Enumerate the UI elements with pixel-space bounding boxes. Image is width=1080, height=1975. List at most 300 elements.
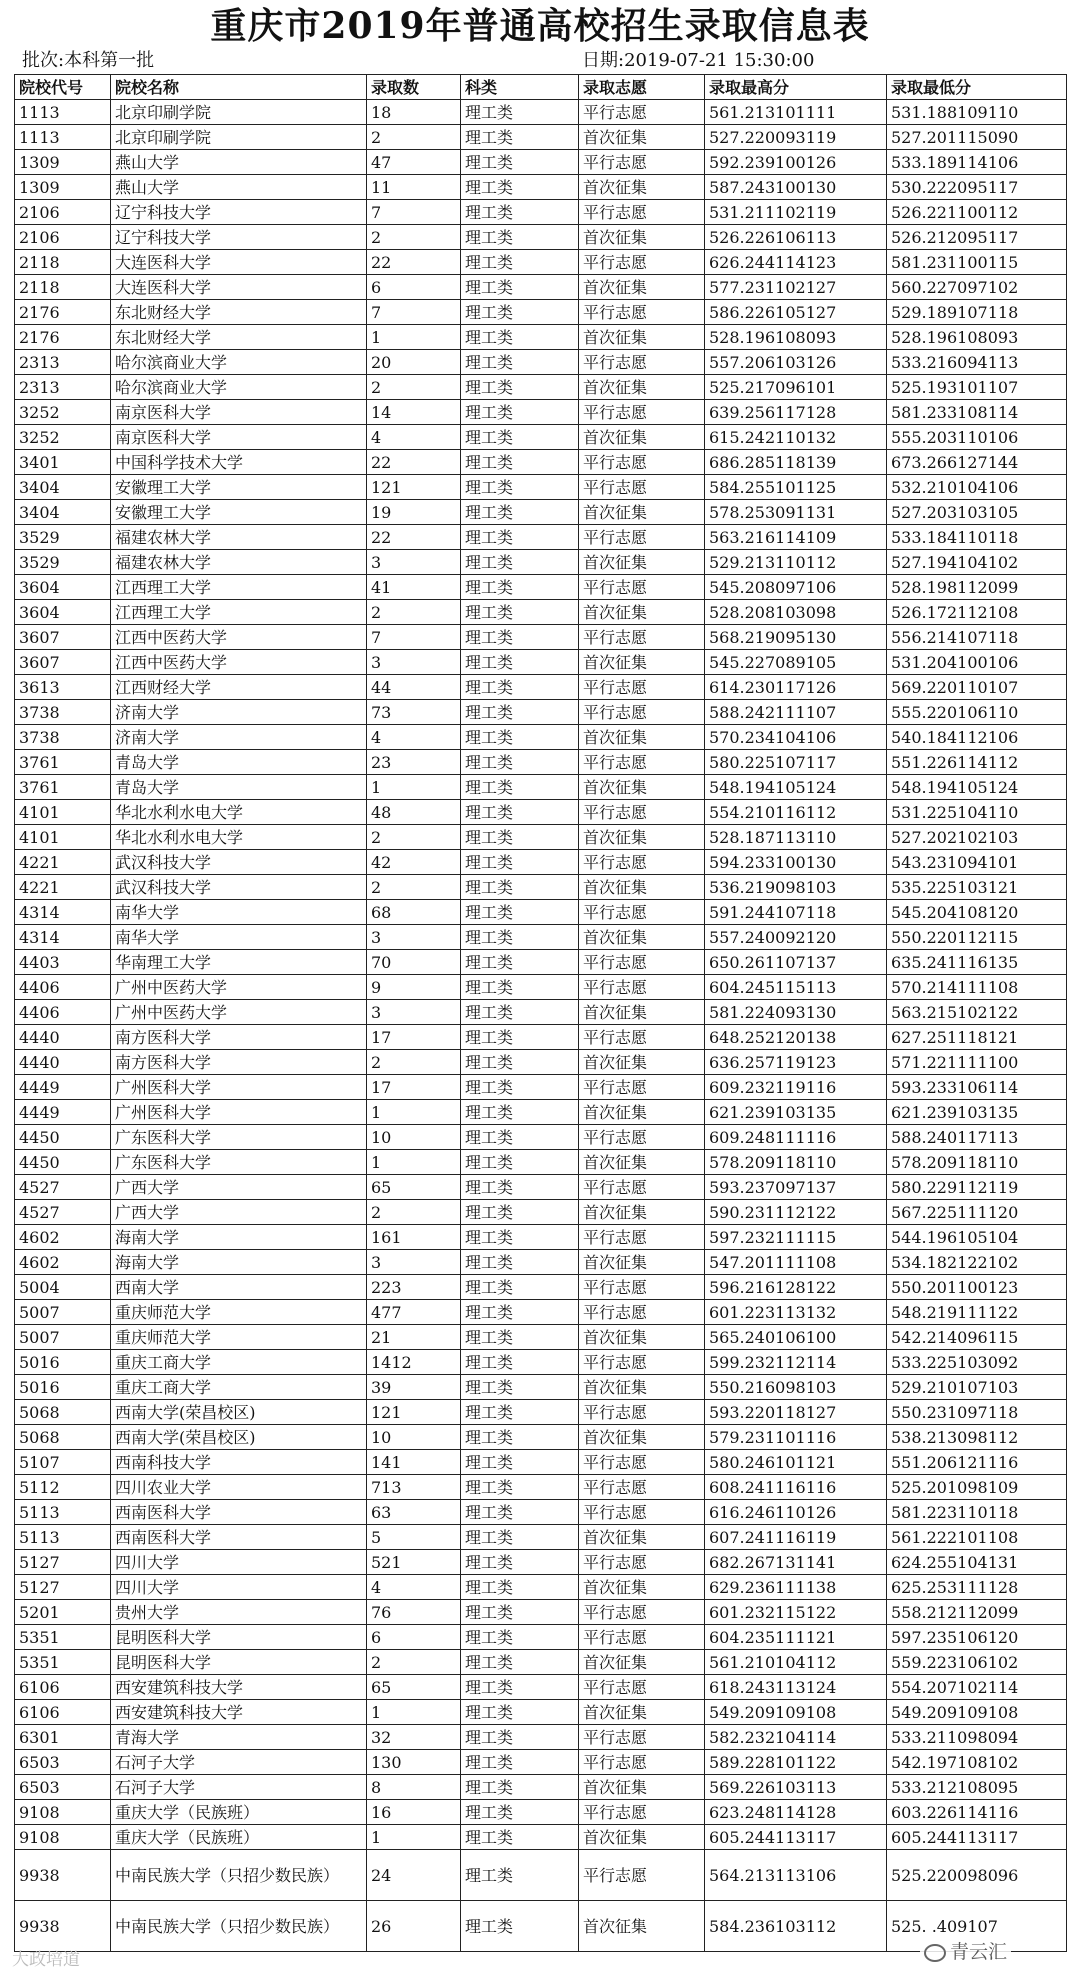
category-cell: 理工类 [461,1350,579,1375]
volunteer-type-cell: 平行志愿 [579,450,705,475]
min-score-cell: 597.235106120 [887,1625,1067,1650]
category-cell: 理工类 [461,325,579,350]
min-score-cell: 534.182122102 [887,1250,1067,1275]
table-row [15,1700,1067,1725]
school-code-cell: 4602 [15,1225,111,1250]
admit-count-cell: 70 [367,950,461,975]
max-score-cell: 561.210104112 [705,1650,887,1675]
category-cell: 理工类 [461,225,579,250]
school-code-cell: 5007 [15,1300,111,1325]
admit-count-cell: 22 [367,450,461,475]
category-cell: 理工类 [461,1825,579,1850]
min-score-cell: 570.214111108 [887,975,1067,1000]
volunteer-type-cell: 平行志愿 [579,1275,705,1300]
volunteer-type-cell: 平行志愿 [579,150,705,175]
admit-count-cell: 65 [367,1675,461,1700]
school-code-cell: 2106 [15,200,111,225]
table-row [15,1075,1067,1100]
table-row [15,1650,1067,1675]
volunteer-type-cell: 平行志愿 [579,900,705,925]
school-code-cell: 4221 [15,850,111,875]
max-score-cell: 621.239103135 [705,1100,887,1125]
max-score-cell: 584.236103112 [705,1901,887,1952]
admit-count-cell: 41 [367,575,461,600]
table-row [15,250,1067,275]
category-cell: 理工类 [461,1675,579,1700]
volunteer-type-cell: 平行志愿 [579,475,705,500]
min-score-cell: 533.184110118 [887,525,1067,550]
school-name-cell: 华北水利水电大学 [111,825,367,850]
category-cell: 理工类 [461,175,579,200]
school-name-cell: 海南大学 [111,1225,367,1250]
admit-count-cell: 7 [367,625,461,650]
category-cell: 理工类 [461,1500,579,1525]
school-name-cell: 哈尔滨商业大学 [111,375,367,400]
table-row [15,125,1067,150]
admit-count-cell: 11 [367,175,461,200]
table-row [15,925,1067,950]
category-cell: 理工类 [461,1200,579,1225]
school-name-cell: 南华大学 [111,925,367,950]
min-score-cell: 538.213098112 [887,1425,1067,1450]
min-score-cell: 527.202102103 [887,825,1067,850]
date-label: 日期:2019-07-21 15:30:00 [582,50,815,71]
volunteer-type-cell: 平行志愿 [579,1625,705,1650]
volunteer-type-cell: 平行志愿 [579,1450,705,1475]
table-row [15,1450,1067,1475]
table-row [15,850,1067,875]
max-score-cell: 563.216114109 [705,525,887,550]
category-cell: 理工类 [461,275,579,300]
max-score-cell: 686.285118139 [705,450,887,475]
table-row [15,950,1067,975]
max-score-cell: 616.246110126 [705,1500,887,1525]
min-score-cell: 535.225103121 [887,875,1067,900]
school-code-cell: 3604 [15,575,111,600]
admit-count-cell: 17 [367,1075,461,1100]
volunteer-type-cell: 首次征集 [579,825,705,850]
school-code-cell: 5016 [15,1350,111,1375]
school-code-cell: 4527 [15,1175,111,1200]
min-score-cell: 571.221111100 [887,1050,1067,1075]
min-score-cell: 559.223106102 [887,1650,1067,1675]
table-row [15,100,1067,125]
admit-count-cell: 141 [367,1450,461,1475]
page-title: 重庆市2019年普通高校招生录取信息表 [210,5,870,47]
category-cell: 理工类 [461,1025,579,1050]
school-name-cell: 东北财经大学 [111,325,367,350]
school-name-cell: 华南理工大学 [111,950,367,975]
school-name-cell: 贵州大学 [111,1600,367,1625]
volunteer-type-cell: 平行志愿 [579,975,705,1000]
school-code-cell: 6503 [15,1750,111,1775]
admit-count-cell: 1 [367,1825,461,1850]
category-cell: 理工类 [461,1575,579,1600]
table-row [15,675,1067,700]
max-score-cell: 550.216098103 [705,1375,887,1400]
school-name-cell: 武汉科技大学 [111,875,367,900]
table-row [15,1825,1067,1850]
school-code-cell: 5068 [15,1425,111,1450]
volunteer-type-cell: 首次征集 [579,375,705,400]
school-code-cell: 5127 [15,1550,111,1575]
school-name-cell: 西安建筑科技大学 [111,1675,367,1700]
admit-count-cell: 1412 [367,1350,461,1375]
min-score-cell: 531.225104110 [887,800,1067,825]
min-score-cell: 627.251118121 [887,1025,1067,1050]
max-score-cell: 579.231101116 [705,1425,887,1450]
volunteer-type-cell: 首次征集 [579,1650,705,1675]
volunteer-type-cell: 首次征集 [579,875,705,900]
school-name-cell: 昆明医科大学 [111,1650,367,1675]
category-cell: 理工类 [461,1400,579,1425]
max-score-cell: 593.237097137 [705,1175,887,1200]
min-score-cell: 550.231097118 [887,1400,1067,1425]
school-name-cell: 西南大学 [111,1275,367,1300]
volunteer-type-cell: 平行志愿 [579,1725,705,1750]
category-cell: 理工类 [461,850,579,875]
school-name-cell: 青岛大学 [111,750,367,775]
volunteer-type-cell: 平行志愿 [579,700,705,725]
min-score-cell: 593.233106114 [887,1075,1067,1100]
school-code-cell: 4527 [15,1200,111,1225]
volunteer-type-cell: 平行志愿 [579,950,705,975]
volunteer-type-cell: 首次征集 [579,1700,705,1725]
school-name-cell: 南华大学 [111,900,367,925]
volunteer-type-cell: 平行志愿 [579,1800,705,1825]
column-header: 录取数 [367,75,461,100]
min-score-cell: 569.220110107 [887,675,1067,700]
min-score-cell: 624.255104131 [887,1550,1067,1575]
admit-count-cell: 44 [367,675,461,700]
min-score-cell: 581.233108114 [887,400,1067,425]
table-row [15,1000,1067,1025]
school-name-cell: 南京医科大学 [111,425,367,450]
school-name-cell: 哈尔滨商业大学 [111,350,367,375]
volunteer-type-cell: 首次征集 [579,1525,705,1550]
admit-count-cell: 223 [367,1275,461,1300]
min-score-cell: 528.198112099 [887,575,1067,600]
admit-count-cell: 8 [367,1775,461,1800]
volunteer-type-cell: 平行志愿 [579,575,705,600]
admit-count-cell: 121 [367,1400,461,1425]
school-code-cell: 2118 [15,275,111,300]
admit-count-cell: 1 [367,775,461,800]
school-name-cell: 广东医科大学 [111,1125,367,1150]
batch-label: 批次:本科第一批 [22,50,155,71]
admit-count-cell: 713 [367,1475,461,1500]
school-code-cell: 3529 [15,550,111,575]
school-code-cell: 6106 [15,1700,111,1725]
max-score-cell: 591.244107118 [705,900,887,925]
min-score-cell: 555.203110106 [887,425,1067,450]
min-score-cell: 567.225111120 [887,1200,1067,1225]
min-score-cell: 561.222101108 [887,1525,1067,1550]
school-code-cell: 1113 [15,100,111,125]
volunteer-type-cell: 平行志愿 [579,250,705,275]
table-row [15,175,1067,200]
volunteer-type-cell: 首次征集 [579,600,705,625]
school-code-cell: 3607 [15,625,111,650]
admit-count-cell: 1 [367,1100,461,1125]
admit-count-cell: 68 [367,900,461,925]
category-cell: 理工类 [461,1125,579,1150]
table-row [15,1525,1067,1550]
school-code-cell: 5113 [15,1500,111,1525]
min-score-cell: 525.220098096 [887,1850,1067,1901]
school-code-cell: 3529 [15,525,111,550]
school-name-cell: 重庆师范大学 [111,1325,367,1350]
school-name-cell: 福建农林大学 [111,550,367,575]
max-score-cell: 586.226105127 [705,300,887,325]
min-score-cell: 526.212095117 [887,225,1067,250]
table-row [15,600,1067,625]
school-name-cell: 辽宁科技大学 [111,200,367,225]
admit-count-cell: 4 [367,1575,461,1600]
admit-count-cell: 161 [367,1225,461,1250]
school-code-cell: 4450 [15,1150,111,1175]
max-score-cell: 623.248114128 [705,1800,887,1825]
admit-count-cell: 7 [367,200,461,225]
category-cell: 理工类 [461,1475,579,1500]
volunteer-type-cell: 平行志愿 [579,350,705,375]
category-cell: 理工类 [461,1150,579,1175]
min-score-cell: 527.203103105 [887,500,1067,525]
min-score-cell: 533.212108095 [887,1775,1067,1800]
volunteer-type-cell: 首次征集 [579,1325,705,1350]
category-cell: 理工类 [461,375,579,400]
volunteer-type-cell: 平行志愿 [579,1600,705,1625]
watermark-right [920,1936,1011,1965]
max-score-cell: 548.194105124 [705,775,887,800]
volunteer-type-cell: 平行志愿 [579,1125,705,1150]
admit-count-cell: 4 [367,425,461,450]
category-cell: 理工类 [461,525,579,550]
table-row [15,1901,1067,1952]
max-score-cell: 528.208103098 [705,600,887,625]
admission-table [14,74,1067,1952]
school-code-cell: 9108 [15,1800,111,1825]
min-score-cell: 532.210104106 [887,475,1067,500]
max-score-cell: 607.241116119 [705,1525,887,1550]
volunteer-type-cell: 平行志愿 [579,1075,705,1100]
volunteer-type-cell: 首次征集 [579,1375,705,1400]
min-score-cell: 635.241116135 [887,950,1067,975]
school-code-cell: 4403 [15,950,111,975]
table-row [15,1575,1067,1600]
volunteer-type-cell: 首次征集 [579,725,705,750]
max-score-cell: 570.234104106 [705,725,887,750]
volunteer-type-cell: 平行志愿 [579,300,705,325]
admit-count-cell: 1 [367,1700,461,1725]
table-row [15,525,1067,550]
max-score-cell: 593.220118127 [705,1400,887,1425]
volunteer-type-cell: 首次征集 [579,650,705,675]
table-row [15,350,1067,375]
school-name-cell: 广州中医药大学 [111,975,367,1000]
school-code-cell: 5112 [15,1475,111,1500]
table-row [15,1125,1067,1150]
column-header: 录取最低分 [887,75,1067,100]
school-name-cell: 安徽理工大学 [111,475,367,500]
table-row [15,1225,1067,1250]
admit-count-cell: 26 [367,1901,461,1952]
volunteer-type-cell: 首次征集 [579,275,705,300]
admit-count-cell: 5 [367,1525,461,1550]
max-score-cell: 526.226106113 [705,225,887,250]
school-code-cell: 9108 [15,1825,111,1850]
admit-count-cell: 63 [367,1500,461,1525]
school-code-cell: 4406 [15,975,111,1000]
max-score-cell: 565.240106100 [705,1325,887,1350]
school-name-cell: 大连医科大学 [111,250,367,275]
watermark-left: 大政培道 [12,1950,80,1970]
max-score-cell: 594.233100130 [705,850,887,875]
category-cell: 理工类 [461,100,579,125]
volunteer-type-cell: 首次征集 [579,425,705,450]
max-score-cell: 529.213110112 [705,550,887,575]
school-code-cell: 4440 [15,1025,111,1050]
admit-count-cell: 521 [367,1550,461,1575]
min-score-cell: 544.196105104 [887,1225,1067,1250]
table-row [15,150,1067,175]
school-code-cell: 4450 [15,1125,111,1150]
table-row [15,1200,1067,1225]
admit-count-cell: 9 [367,975,461,1000]
volunteer-type-cell: 平行志愿 [579,1025,705,1050]
school-code-cell: 3252 [15,425,111,450]
min-score-cell: 581.231100115 [887,250,1067,275]
school-code-cell: 3738 [15,725,111,750]
min-score-cell: 550.220112115 [887,925,1067,950]
max-score-cell: 604.235111121 [705,1625,887,1650]
category-cell: 理工类 [461,250,579,275]
table-row [15,1400,1067,1425]
school-name-cell: 南方医科大学 [111,1025,367,1050]
table-row [15,1175,1067,1200]
school-code-cell: 5127 [15,1575,111,1600]
table-row [15,450,1067,475]
school-code-cell: 3604 [15,600,111,625]
max-score-cell: 568.219095130 [705,625,887,650]
category-cell: 理工类 [461,1700,579,1725]
school-name-cell: 济南大学 [111,725,367,750]
school-name-cell: 重庆工商大学 [111,1375,367,1400]
admit-count-cell: 3 [367,925,461,950]
school-code-cell: 6301 [15,1725,111,1750]
school-code-cell: 9938 [15,1901,111,1952]
min-score-cell: 525.201098109 [887,1475,1067,1500]
school-name-cell: 海南大学 [111,1250,367,1275]
table-header-row [15,75,1067,100]
min-score-cell: 533.216094113 [887,350,1067,375]
min-score-cell: 548.219111122 [887,1300,1067,1325]
category-cell: 理工类 [461,1000,579,1025]
volunteer-type-cell: 首次征集 [579,225,705,250]
max-score-cell: 636.257119123 [705,1050,887,1075]
min-score-cell: 533.211098094 [887,1725,1067,1750]
max-score-cell: 528.196108093 [705,325,887,350]
category-cell: 理工类 [461,1775,579,1800]
school-code-cell: 5351 [15,1650,111,1675]
min-score-cell: 529.189107118 [887,300,1067,325]
max-score-cell: 536.219098103 [705,875,887,900]
school-name-cell: 中国科学技术大学 [111,450,367,475]
admit-count-cell: 48 [367,800,461,825]
category-cell: 理工类 [461,1725,579,1750]
max-score-cell: 580.225107117 [705,750,887,775]
school-code-cell: 1309 [15,150,111,175]
school-code-cell: 4449 [15,1100,111,1125]
max-score-cell: 629.236111138 [705,1575,887,1600]
table-row [15,1775,1067,1800]
min-score-cell: 549.209109108 [887,1700,1067,1725]
table-row [15,575,1067,600]
school-name-cell: 中南民族大学（只招少数民族） [111,1850,367,1901]
school-code-cell: 4449 [15,1075,111,1100]
category-cell: 理工类 [461,1100,579,1125]
school-code-cell: 6106 [15,1675,111,1700]
table-row [15,275,1067,300]
volunteer-type-cell: 平行志愿 [579,1500,705,1525]
min-score-cell: 527.194104102 [887,550,1067,575]
max-score-cell: 604.245115113 [705,975,887,1000]
volunteer-type-cell: 首次征集 [579,500,705,525]
volunteer-type-cell: 首次征集 [579,1050,705,1075]
school-name-cell: 辽宁科技大学 [111,225,367,250]
volunteer-type-cell: 平行志愿 [579,1850,705,1901]
admit-count-cell: 76 [367,1600,461,1625]
admit-count-cell: 32 [367,1725,461,1750]
volunteer-type-cell: 平行志愿 [579,675,705,700]
school-name-cell: 重庆师范大学 [111,1300,367,1325]
max-score-cell: 557.206103126 [705,350,887,375]
min-score-cell: 530.222095117 [887,175,1067,200]
admit-count-cell: 1 [367,1150,461,1175]
volunteer-type-cell: 首次征集 [579,1901,705,1952]
admit-count-cell: 3 [367,1000,461,1025]
min-score-cell: 529.210107103 [887,1375,1067,1400]
school-code-cell: 5201 [15,1600,111,1625]
table-row [15,325,1067,350]
category-cell: 理工类 [461,550,579,575]
school-name-cell: 西南大学(荣昌校区) [111,1425,367,1450]
table-row [15,500,1067,525]
volunteer-type-cell: 平行志愿 [579,850,705,875]
category-cell: 理工类 [461,1450,579,1475]
volunteer-type-cell: 平行志愿 [579,1750,705,1775]
category-cell: 理工类 [461,1750,579,1775]
category-cell: 理工类 [461,1625,579,1650]
volunteer-type-cell: 平行志愿 [579,400,705,425]
table-row [15,400,1067,425]
school-name-cell: 西安建筑科技大学 [111,1700,367,1725]
volunteer-type-cell: 平行志愿 [579,1475,705,1500]
max-score-cell: 682.267131141 [705,1550,887,1575]
volunteer-type-cell: 首次征集 [579,175,705,200]
max-score-cell: 639.256117128 [705,400,887,425]
category-cell: 理工类 [461,700,579,725]
max-score-cell: 581.224093130 [705,1000,887,1025]
table-row [15,650,1067,675]
volunteer-type-cell: 平行志愿 [579,1225,705,1250]
admit-count-cell: 4 [367,725,461,750]
school-name-cell: 燕山大学 [111,175,367,200]
school-name-cell: 南方医科大学 [111,1050,367,1075]
school-code-cell: 3252 [15,400,111,425]
table-row [15,1250,1067,1275]
max-score-cell: 564.213113106 [705,1850,887,1901]
